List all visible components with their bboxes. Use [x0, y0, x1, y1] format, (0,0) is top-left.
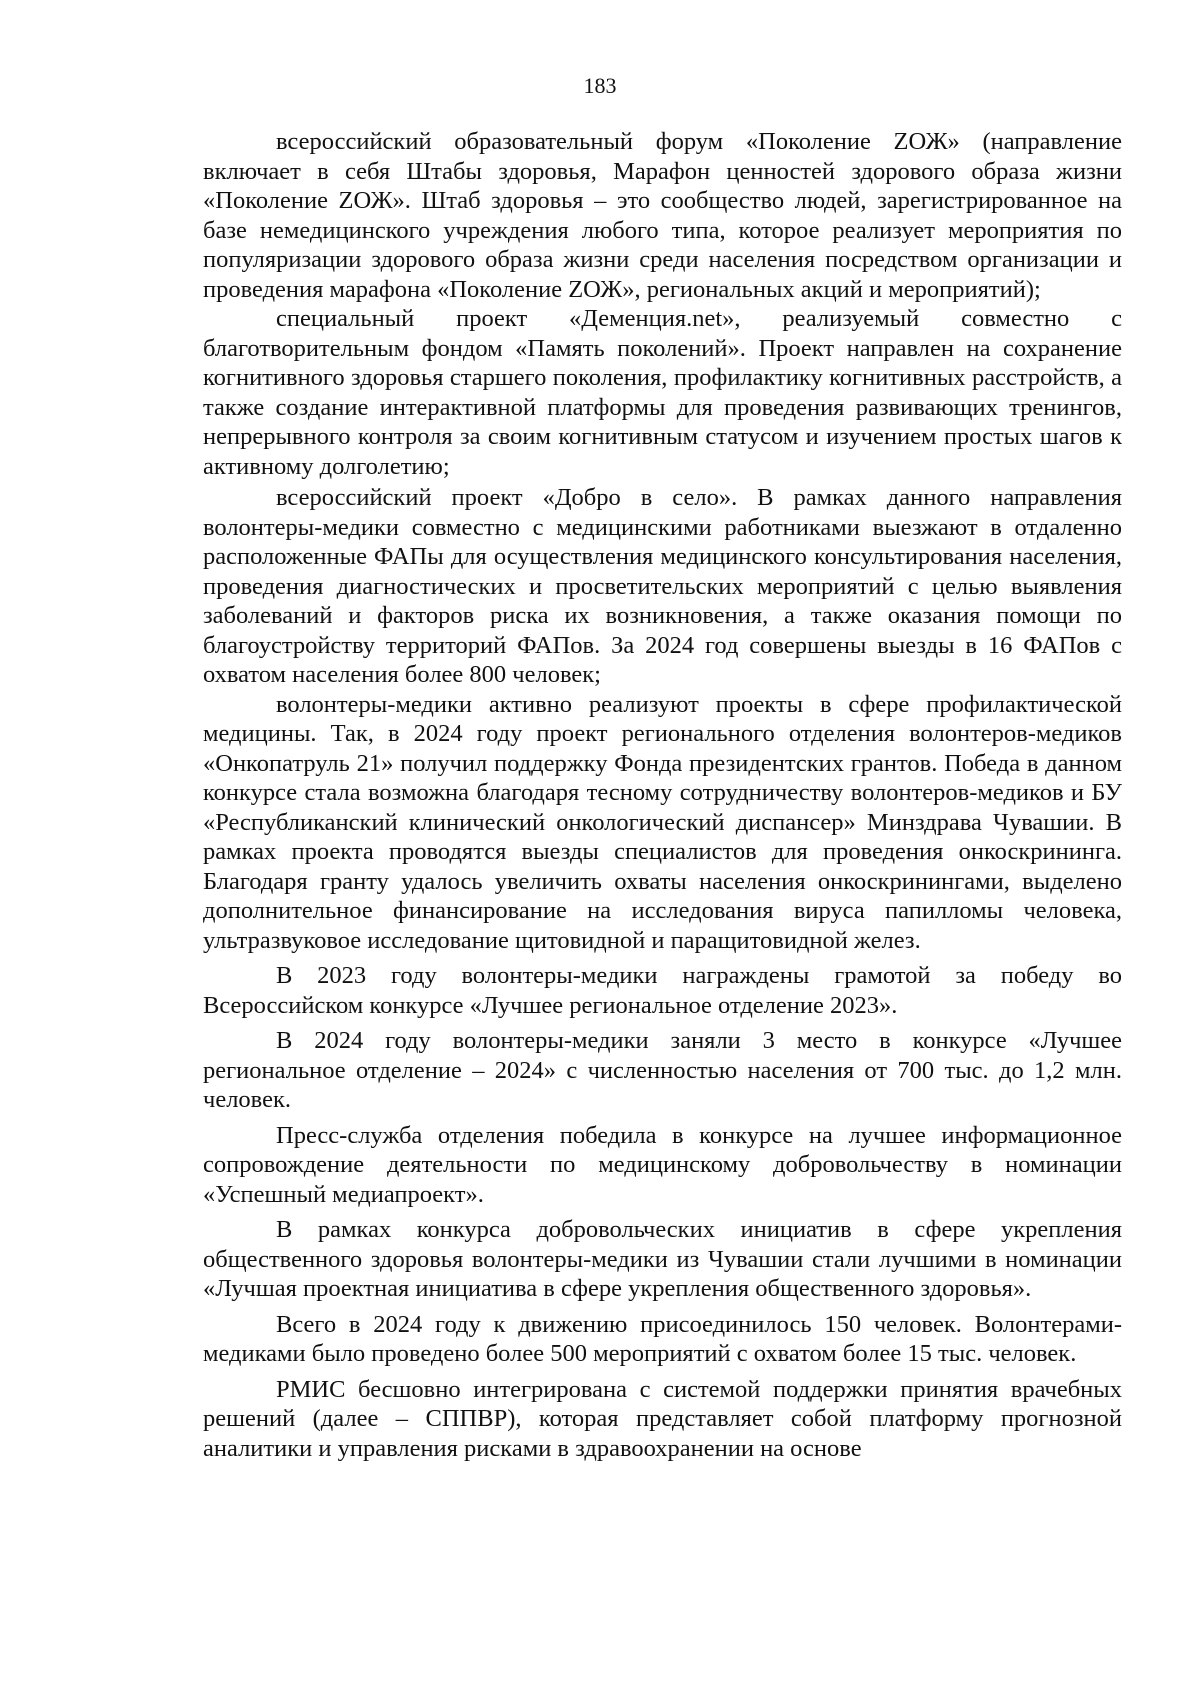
paragraph-press-service: Пресс-служба отделения победила в конкурсе на лучшее информационное сопровождение деятельности по медицинскому добровольчеству в номинации «Успешный медиапроект». — [203, 1121, 1122, 1208]
paragraph-onkopatrul: волонтеры-медики активно реализуют проекты в сфере профилактической медицины. Так, в 2024 году проект регионального отделения волонтеров-медиков «Онкопатруль 21» получил поддержку Фонда президентских грантов. Победа в данном конкурсе стала возможна благодаря тесному сотрудничеству волонтеров-медиков и БУ «Республиканский клинический онкологический диспансер» Минздрава Чувашии. В рамках проекта проводятся выезды специалистов для проведения онкоскрининга. Благодаря гранту удалось увеличить охваты населения онкоскринингами, выделено дополнительное финансирование на исследования вируса папилломы человека, ультразвуковое исследование щитовидной и паращитовидной желез. — [203, 690, 1122, 954]
paragraph-third-place-2024: В 2024 году волонтеры-медики заняли 3 место в конкурсе «Лучшее региональное отделение – 2024» с численностью населения от 700 тыс. до 1,2 млн. человек. — [203, 1027, 1122, 1113]
page-number: 183 — [583, 73, 617, 98]
paragraph-dementia-project: специальный проект «Деменция.net», реализуемый совместно с благотворительным фондом «Память поколений». Проект направлен на сохранение когнитивного здоровья старшего поколения, профилактику когнитивных расстройств, а также создание интерактивной платформы для проведения развивающих тренингов, непрерывного контроля за своим когнитивным статусом и изучением простых шагов к активному долголетию; — [203, 305, 1122, 480]
paragraph-dobro-v-selo: всероссийский проект «Добро в село». В рамках данного направления волонтеры-медики совместно с медицинскими работниками выезжают в отдаленно расположенные ФАПы для осуществления медицинского консультирования населения, проведения диагностических и просветительских мероприятий с целью выявления заболеваний и факторов риска их возникновения, а также оказания помощи по благоустройству территорий ФАПов. За 2024 год совершены выезды в 16 ФАПов с охватом населения более 800 человек; — [203, 484, 1122, 688]
body-text — [203, 127, 1122, 1463]
paragraph-public-health-initiative: В рамках конкурса добровольческих инициатив в сфере укрепления общественного здоровья волонтеры-медики из Чувашии стали лучшими в номинации «Лучшая проектная инициатива в сфере укрепления общественного здоровья». — [203, 1216, 1122, 1302]
paragraph-rmis-sppvr: РМИС бесшовно интегрирована с системой поддержки принятия врачебных решений (далее – СППВР), которая представляет собой платформу прогнозной аналитики и управления рисками в здравоохранении на основе — [203, 1375, 1122, 1462]
paragraph-generation-zozh-forum: всероссийский образовательный форум «Поколение ZОЖ» (направление включает в себя Штабы здоровья, Марафон ценностей здорового образа жизни «Поколение ZОЖ». Штаб здоровья – это сообщество людей, зарегистрированное на базе немедицинского учреждения любого типа, которое реализует мероприятия по популяризации здорового образа жизни среди населения посредством организации и проведения марафона «Поколение ZОЖ», региональных акций и мероприятий); — [203, 128, 1122, 303]
paragraph-award-2023: В 2023 году волонтеры-медики награждены грамотой за победу во Всероссийском конкурсе «Лучшее региональное отделение 2023». — [203, 962, 1122, 1019]
paragraph-volunteer-totals: Всего в 2024 году к движению присоединилось 150 человек. Волонтерами-медиками было проведено более 500 мероприятий с охватом более 15 тыс. человек. — [203, 1310, 1122, 1367]
